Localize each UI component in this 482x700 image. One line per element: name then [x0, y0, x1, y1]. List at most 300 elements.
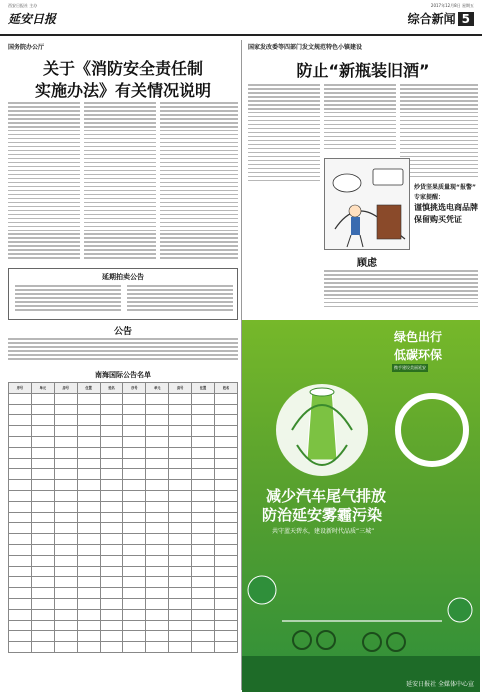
table-cell	[77, 480, 100, 491]
table-row	[9, 620, 238, 631]
table-cell	[100, 501, 123, 512]
table-row	[9, 436, 238, 447]
table-cell	[192, 577, 215, 588]
table-cell	[9, 512, 32, 523]
table-cell	[9, 447, 32, 458]
table-cell	[31, 523, 54, 534]
table-cell	[169, 609, 192, 620]
table-cell	[77, 490, 100, 501]
table-cell	[54, 534, 77, 545]
table-cell	[31, 501, 54, 512]
table-cell	[100, 426, 123, 437]
section-title	[408, 10, 474, 27]
table-row	[9, 555, 238, 566]
table-cell	[215, 577, 238, 588]
table-cell	[169, 631, 192, 642]
table-cell	[100, 447, 123, 458]
left-article-headline-line1: 关于《消防安全责任制	[42, 59, 203, 78]
table-row	[9, 523, 238, 534]
table-cell	[192, 544, 215, 555]
table-cell	[169, 544, 192, 555]
table-row	[9, 642, 238, 653]
date-line: 2017年12月8日 星期五	[430, 3, 474, 8]
table-cell	[146, 393, 169, 404]
table-cell	[9, 534, 32, 545]
table-header-row	[9, 383, 238, 394]
table-cell	[146, 566, 169, 577]
table-cell	[169, 523, 192, 534]
table-cell	[9, 555, 32, 566]
table-cell	[31, 480, 54, 491]
table-cell	[192, 393, 215, 404]
table-cell	[77, 447, 100, 458]
table-cell	[9, 523, 32, 534]
right-article-column-1	[248, 84, 320, 312]
table-cell	[192, 631, 215, 642]
table-cell	[192, 436, 215, 447]
table-cell	[100, 609, 123, 620]
table-cell	[31, 404, 54, 415]
table-cell	[215, 404, 238, 415]
table-cell	[54, 404, 77, 415]
table-cell	[123, 436, 146, 447]
table-cell	[169, 577, 192, 588]
table-cell	[123, 631, 146, 642]
table-cell	[9, 642, 32, 653]
table-cell	[100, 566, 123, 577]
table-cell	[123, 609, 146, 620]
table-cell	[123, 512, 146, 523]
table-cell	[9, 588, 32, 599]
table-cell	[123, 458, 146, 469]
table-cell	[77, 512, 100, 523]
table-cell	[192, 447, 215, 458]
table-cell	[77, 631, 100, 642]
table-header-cell: 序号	[9, 383, 32, 394]
table-cell	[9, 609, 32, 620]
table-cell	[100, 469, 123, 480]
right-article-column-2	[324, 84, 396, 154]
cartoon-caption-text	[324, 270, 478, 314]
table-cell	[169, 588, 192, 599]
table-cell	[100, 458, 123, 469]
table-cell	[77, 642, 100, 653]
table-row	[9, 490, 238, 501]
table-cell	[123, 393, 146, 404]
table-cell	[169, 415, 192, 426]
table-row	[9, 577, 238, 588]
table-row	[9, 534, 238, 545]
table-cell	[123, 404, 146, 415]
table-cell	[54, 523, 77, 534]
table-cell	[146, 447, 169, 458]
table-cell	[146, 415, 169, 426]
table-cell	[100, 404, 123, 415]
table-row	[9, 598, 238, 609]
table-cell	[54, 458, 77, 469]
table-cell	[54, 469, 77, 480]
table-cell	[100, 631, 123, 642]
table-cell	[31, 458, 54, 469]
table-cell	[192, 566, 215, 577]
table-cell	[54, 426, 77, 437]
table-cell	[215, 598, 238, 609]
table-cell	[54, 566, 77, 577]
left-article-column-3	[160, 102, 238, 262]
table-cell	[146, 490, 169, 501]
auction-notice-text-1	[15, 285, 121, 317]
table-cell	[100, 555, 123, 566]
table-cell	[77, 609, 100, 620]
table-cell	[192, 534, 215, 545]
table-cell	[77, 566, 100, 577]
table-cell	[77, 598, 100, 609]
table-cell	[77, 523, 100, 534]
table-cell	[54, 415, 77, 426]
table-cell	[54, 436, 77, 447]
table-cell	[77, 415, 100, 426]
table-cell	[100, 393, 123, 404]
table-cell	[169, 598, 192, 609]
table-cell	[123, 544, 146, 555]
table-row	[9, 447, 238, 458]
table-cell	[215, 566, 238, 577]
table-cell	[215, 447, 238, 458]
table-cell	[215, 426, 238, 437]
table-cell	[54, 609, 77, 620]
notice-table-title: 南海国际公告名单	[95, 371, 151, 379]
table-cell	[31, 598, 54, 609]
table-cell	[31, 447, 54, 458]
table-row	[9, 458, 238, 469]
table-header-cell: 房号	[169, 383, 192, 394]
table-cell	[215, 544, 238, 555]
table-cell	[169, 436, 192, 447]
table-cell	[9, 490, 32, 501]
table-cell	[169, 566, 192, 577]
table-cell	[215, 620, 238, 631]
table-header-cell: 住置	[192, 383, 215, 394]
table-row	[9, 415, 238, 426]
table-cell	[192, 555, 215, 566]
table-cell	[146, 404, 169, 415]
notice-intro-text	[8, 338, 238, 368]
table-header-cell: 姓名	[215, 383, 238, 394]
ad-slogan: 共守蓝天碧水，建设新时代品质“三城”	[272, 528, 375, 535]
table-cell	[100, 598, 123, 609]
table-cell	[215, 534, 238, 545]
table-cell	[215, 436, 238, 447]
sidebar-headline-line2: 保留购买凭证	[414, 215, 462, 224]
table-cell	[169, 426, 192, 437]
table-cell	[215, 490, 238, 501]
table-cell	[9, 620, 32, 631]
table-cell	[146, 501, 169, 512]
table-cell	[77, 436, 100, 447]
table-cell	[9, 458, 32, 469]
table-cell	[77, 458, 100, 469]
table-cell	[192, 620, 215, 631]
table-cell	[31, 512, 54, 523]
table-cell	[54, 501, 77, 512]
table-cell	[31, 577, 54, 588]
table-row	[9, 588, 238, 599]
table-cell	[215, 523, 238, 534]
sidebar-subkicker: 专家提醒：	[414, 194, 445, 201]
left-article-column-1	[8, 102, 80, 262]
table-cell	[100, 642, 123, 653]
table-cell	[215, 642, 238, 653]
table-cell	[31, 534, 54, 545]
table-row	[9, 631, 238, 642]
table-cell	[146, 534, 169, 545]
publisher-line: 西安日报社 主办	[8, 3, 38, 8]
ad-footer: 延安日报社 全媒体中心宣	[406, 681, 474, 688]
right-article-kicker: 国家发改委等四部门发文规范特色小镇建设	[248, 44, 363, 51]
table-cell	[192, 415, 215, 426]
table-cell	[215, 415, 238, 426]
table-cell	[77, 404, 100, 415]
table-cell	[100, 480, 123, 491]
table-cell	[192, 426, 215, 437]
table-cell	[146, 555, 169, 566]
left-article-kicker: 国务院办公厅	[8, 44, 45, 51]
table-cell	[215, 555, 238, 566]
cartoon-drawing	[325, 159, 410, 250]
table-cell	[215, 588, 238, 599]
table-cell	[146, 436, 169, 447]
table-cell	[100, 577, 123, 588]
table-header-cell: 序号	[123, 383, 146, 394]
table-cell	[100, 490, 123, 501]
table-cell	[123, 447, 146, 458]
table-cell	[146, 642, 169, 653]
table-cell	[146, 631, 169, 642]
table-cell	[31, 436, 54, 447]
table-cell	[192, 458, 215, 469]
table-cell	[123, 415, 146, 426]
table-cell	[169, 393, 192, 404]
table-cell	[123, 620, 146, 631]
table-cell	[169, 404, 192, 415]
table-cell	[54, 555, 77, 566]
table-row	[9, 609, 238, 620]
table-cell	[31, 566, 54, 577]
table-cell	[215, 458, 238, 469]
table-cell	[123, 588, 146, 599]
table-cell	[100, 544, 123, 555]
table-cell	[169, 447, 192, 458]
table-cell	[100, 588, 123, 599]
table-row	[9, 544, 238, 555]
table-cell	[9, 480, 32, 491]
table-cell	[123, 534, 146, 545]
sidebar-kicker: 炒货坚果质量现“报警”	[414, 184, 476, 191]
table-cell	[77, 501, 100, 512]
green-travel-ad	[242, 320, 480, 692]
table-header-cell: 姓名	[100, 383, 123, 394]
page-number: 5	[458, 12, 474, 26]
table-cell	[123, 426, 146, 437]
table-header-cell: 单元	[146, 383, 169, 394]
section-name: 综合新闻	[407, 12, 456, 26]
table-cell	[123, 642, 146, 653]
table-cell	[169, 458, 192, 469]
cartoon-caption-title: 顾虑	[357, 258, 377, 269]
table-cell	[146, 577, 169, 588]
table-cell	[54, 480, 77, 491]
table-cell	[100, 512, 123, 523]
table-row	[9, 404, 238, 415]
ad-subtitle: 携手建设美丽延安	[394, 365, 426, 370]
table-cell	[9, 415, 32, 426]
table-cell	[146, 544, 169, 555]
table-cell	[215, 631, 238, 642]
table-cell	[192, 598, 215, 609]
table-header-cell: 房号	[54, 383, 77, 394]
table-cell	[192, 501, 215, 512]
sidebar-headline-line1: 谨慎挑选电商品牌	[414, 203, 478, 212]
table-cell	[31, 469, 54, 480]
table-cell	[77, 588, 100, 599]
table-cell	[146, 609, 169, 620]
table-cell	[192, 523, 215, 534]
table-cell	[169, 642, 192, 653]
table-cell	[192, 642, 215, 653]
table-cell	[9, 501, 32, 512]
table-header-cell: 住置	[77, 383, 100, 394]
table-cell	[192, 512, 215, 523]
table-body	[9, 393, 238, 652]
table-cell	[100, 620, 123, 631]
table-cell	[54, 620, 77, 631]
table-cell	[169, 480, 192, 491]
table-cell	[31, 631, 54, 642]
table-cell	[192, 609, 215, 620]
table-cell	[215, 469, 238, 480]
table-cell	[9, 404, 32, 415]
table-cell	[192, 469, 215, 480]
table-cell	[77, 469, 100, 480]
table-cell	[31, 490, 54, 501]
table-row	[9, 512, 238, 523]
newspaper-header	[0, 0, 482, 36]
table-cell	[31, 544, 54, 555]
table-cell	[77, 577, 100, 588]
right-article-headline: 防止“新瓶装旧酒”	[296, 61, 430, 80]
table-cell	[54, 490, 77, 501]
table-cell	[31, 609, 54, 620]
ad-title-line1: 绿色出行	[394, 330, 443, 344]
table-cell	[9, 598, 32, 609]
table-cell	[9, 631, 32, 642]
table-cell	[123, 469, 146, 480]
table-cell	[31, 588, 54, 599]
table-cell	[146, 588, 169, 599]
table-row	[9, 426, 238, 437]
table-row	[9, 501, 238, 512]
table-cell	[77, 534, 100, 545]
table-cell	[54, 544, 77, 555]
table-cell	[169, 501, 192, 512]
table-cell	[123, 501, 146, 512]
table-cell	[54, 631, 77, 642]
table-cell	[215, 512, 238, 523]
table-cell	[77, 393, 100, 404]
table-cell	[100, 415, 123, 426]
table-cell	[54, 577, 77, 588]
table-cell	[123, 490, 146, 501]
table-cell	[215, 501, 238, 512]
ad-headline-line1: 减少汽车尾气排放	[266, 487, 387, 505]
table-cell	[169, 534, 192, 545]
table-cell	[146, 458, 169, 469]
table-cell	[169, 469, 192, 480]
notice-table	[8, 382, 238, 653]
table-cell	[123, 577, 146, 588]
editorial-cartoon	[324, 158, 410, 250]
table-cell	[9, 393, 32, 404]
table-row	[9, 393, 238, 404]
table-cell	[169, 512, 192, 523]
auction-notice-box	[8, 268, 238, 320]
table-cell	[123, 480, 146, 491]
ad-headline-line2: 防治延安雾霾污染	[262, 506, 383, 524]
table-cell	[169, 620, 192, 631]
notice-title: 公告	[113, 327, 132, 337]
ad-title-line2: 低碳环保	[394, 348, 443, 362]
table-cell	[146, 620, 169, 631]
table-cell	[77, 620, 100, 631]
table-cell	[31, 415, 54, 426]
table-cell	[31, 555, 54, 566]
table-cell	[54, 588, 77, 599]
table-cell	[54, 447, 77, 458]
table-cell	[192, 404, 215, 415]
right-article-column-3	[400, 84, 478, 184]
table-cell	[77, 426, 100, 437]
table-cell	[169, 555, 192, 566]
table-cell	[31, 620, 54, 631]
table-cell	[215, 609, 238, 620]
table-row	[9, 469, 238, 480]
table-cell	[54, 393, 77, 404]
table-cell	[146, 480, 169, 491]
table-header-cell: 单元	[31, 383, 54, 394]
table-cell	[9, 566, 32, 577]
auction-notice-text-2	[127, 285, 233, 317]
table-cell	[9, 436, 32, 447]
table-cell	[123, 523, 146, 534]
table-cell	[77, 544, 100, 555]
table-cell	[123, 566, 146, 577]
table-cell	[100, 523, 123, 534]
left-article-headline-line2: 实施办法》有关情况说明	[34, 81, 211, 100]
table-cell	[215, 480, 238, 491]
table-cell	[100, 534, 123, 545]
table-cell	[31, 642, 54, 653]
table-cell	[123, 598, 146, 609]
table-cell	[77, 555, 100, 566]
table-cell	[146, 512, 169, 523]
table-cell	[54, 598, 77, 609]
table-row	[9, 480, 238, 491]
table-cell	[54, 642, 77, 653]
table-cell	[169, 490, 192, 501]
table-cell	[9, 426, 32, 437]
table-cell	[123, 555, 146, 566]
left-article-column-2	[84, 102, 156, 262]
